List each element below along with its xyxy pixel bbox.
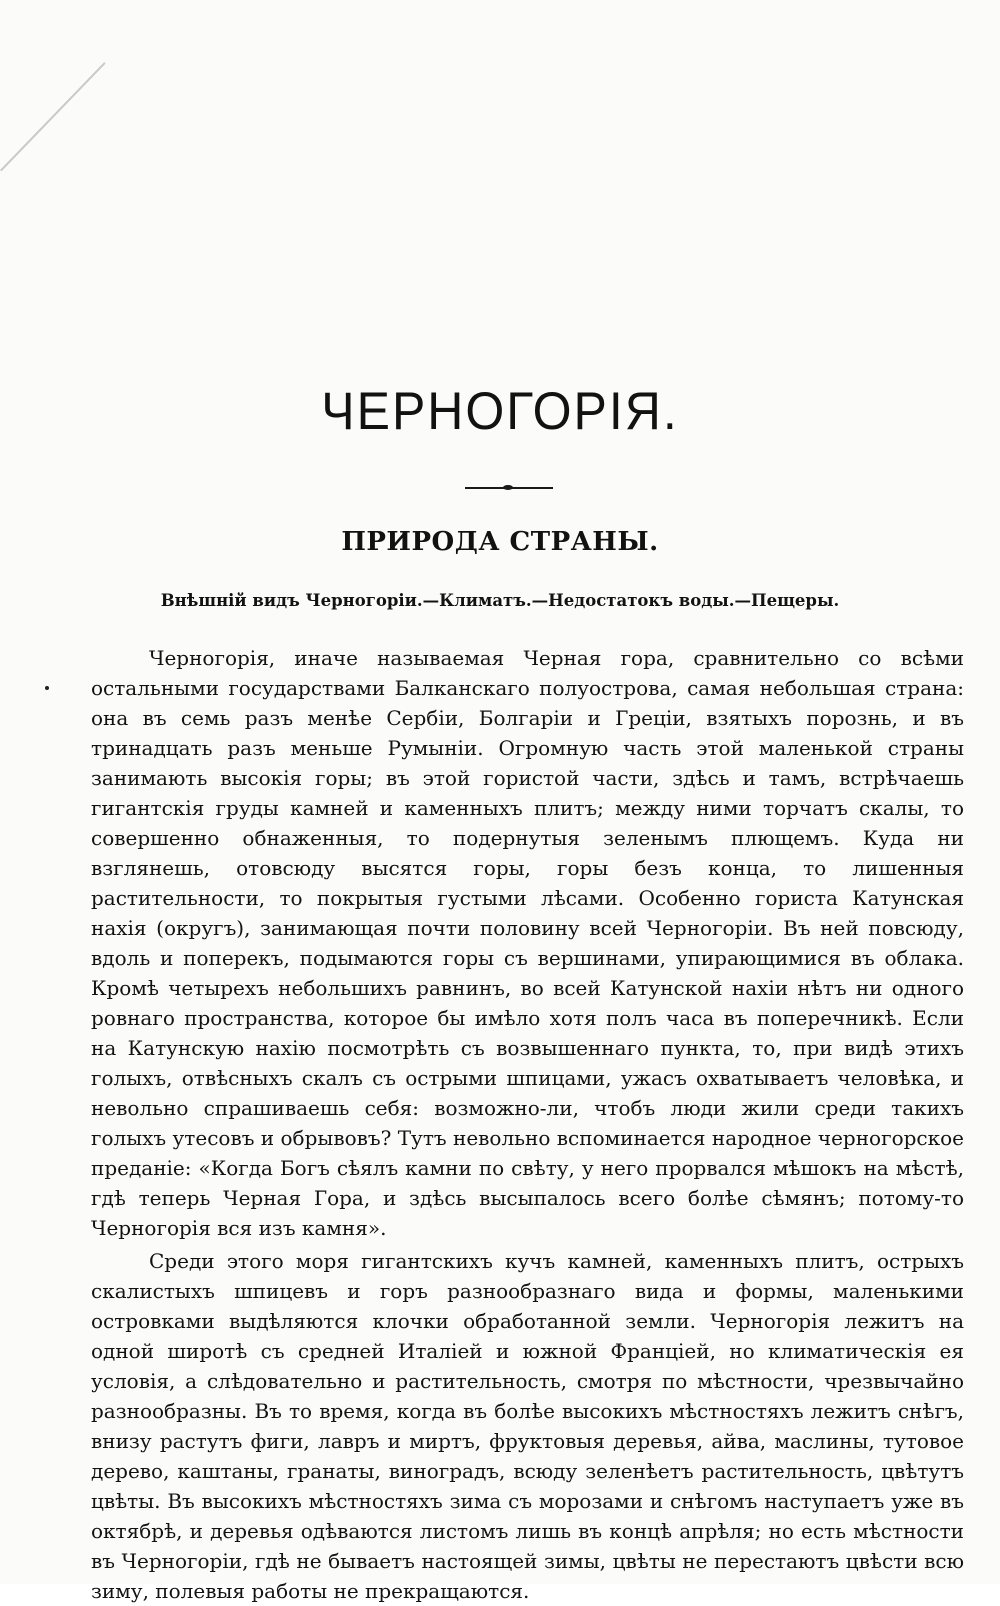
section-summary: Внѣшній видъ Черногоріи.—Климатъ.—Недостатокъ воды.—Пещеры. [160, 591, 840, 610]
page-title: ЧЕРНОГОРІЯ. [321, 381, 679, 441]
body-text [91, 643, 964, 1606]
title-divider [465, 487, 553, 489]
paragraph-2: Среди этого моря гигантскихъ кучъ камней, каменныхъ плитъ, острыхъ скалистыхъ шпицевъ и горъ разнообразнаго вида и формы, маленькими островками выдѣляются клочки обработанной земли. Черногорія лежитъ на одной широтѣ съ средней Италіей и южной Франціей, но климатическія ея условія, а слѣдовательно и растительность, смотря по мѣстности, чрезвычайно разнообразны. Въ то время, когда въ болѣе высокихъ мѣстностяхъ лежитъ снѣгъ, внизу растутъ фиги, лавръ и миртъ, фруктовыя деревья, айва, маслины, тутовое дерево, каштаны, гранаты, виноградъ, всюду зеленѣетъ растительность, цвѣтутъ цвѣты. Въ высокихъ мѣстностяхъ зима съ морозами и снѣгомъ наступаетъ уже въ октябрѣ, и деревья одѣваются листомъ лишь въ концѣ апрѣля; но есть мѣстности въ Черногоріи, гдѣ не бываетъ настоящей зимы, цвѣты не перестаютъ цвѣсти всю зиму, полевыя работы не прекращаются. [91, 1249, 964, 1603]
section-title: ПРИРОДА СТРАНЫ. [341, 527, 659, 557]
paper-fold-mark [0, 62, 106, 171]
paragraph-1: Черногорія, иначе называемая Черная гора, сравнительно со всѣми остальными государствами Балканскаго полуострова, самая небольшая страна: она въ семь разъ менѣе Сербіи, Болгаріи и Греціи, взятыхъ порознь, и въ тринадцать разъ меньше Румыніи. Огромную часть этой маленькой страны занимають высокія горы; въ этой гористой части, здѣсь и тамъ, встрѣчаешь гигантскія груды камней и каменныхъ плитъ; между ними торчатъ скалы, то совершенно обнаженныя, то подернутыя зеленымъ плющемъ. Куда ни взглянешь, отовсюду высятся горы, горы безъ конца, то лишенныя растительности, то покрытыя густыми лѣсами. Особенно гориста Катунская нахія (округъ), занимающая почти половину всей Черногоріи. Въ ней повсюду, вдоль и поперекъ, подымаются горы съ вершинами, упирающимися въ облака. Кромѣ четырехъ небольшихъ равнинъ, во всей Катунской нахіи нѣтъ ни одного ровнаго пространства, которое бы имѣло хотя полъ часа въ поперечникѣ. Если на Катунскую нахію посмотрѣть съ возвышеннаго пункта, то, при видѣ этихъ голыхъ, отвѣсныхъ скалъ съ острыми шпицами, ужасъ охватываетъ человѣка, и невольно спрашиваешь себя: возможно-ли, чтобъ люди жили среди такихъ голыхъ утесовъ и обрывовъ? Тутъ невольно вспоминается народное черногорское преданіе: «Когда Богъ сѣялъ камни по свѣту, у него прорвался мѣшокъ на мѣстѣ, гдѣ теперь Черная Гора, и здѣсь высыпалось всего болѣе сѣмянъ; потому-то Черногорія вся изъ камня». [91, 646, 964, 1240]
margin-mark [45, 686, 49, 690]
